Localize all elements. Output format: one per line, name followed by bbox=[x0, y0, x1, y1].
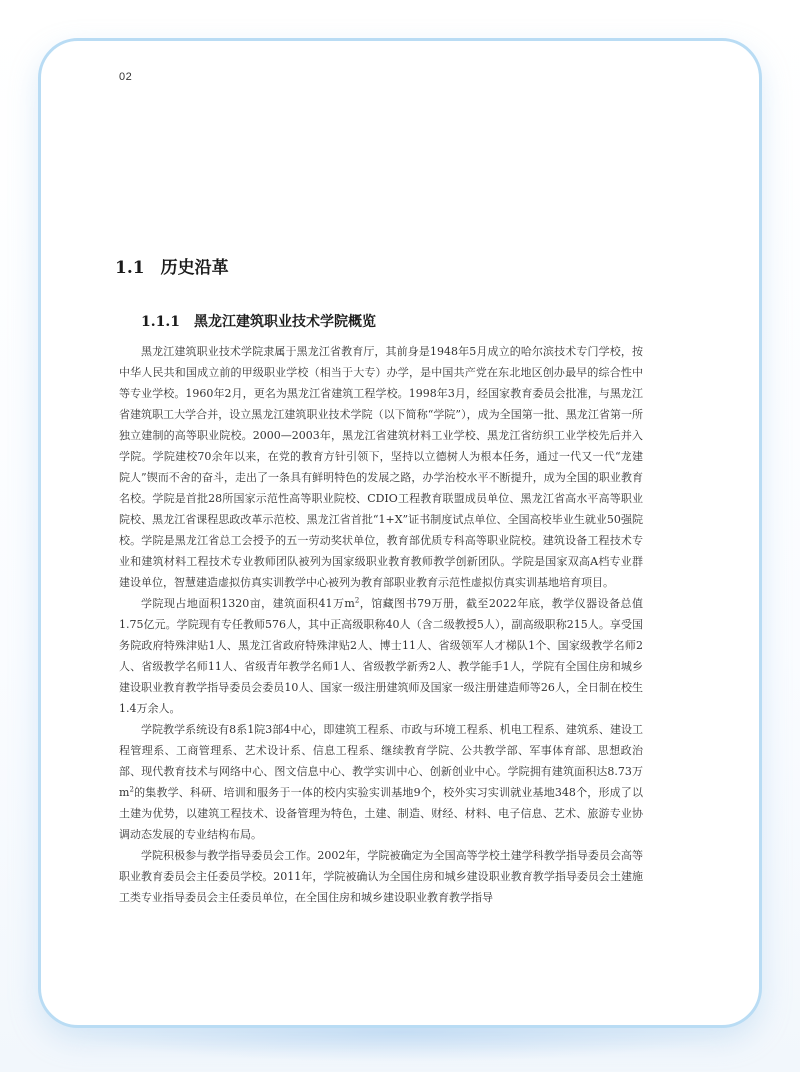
paragraph-campus-stats bbox=[119, 593, 643, 719]
page-number: 02 bbox=[119, 71, 133, 83]
paragraph-text: 学院积极参与教学指导委员会工作。2002年，学院被确定为全国高等学校土建学科教学指导委员会高等职业教育委员会主任委员学校。2011年，学院被确认为全国住房和城乡建设职业教育教学指导委员会土建施工类专业指导委员会主任委员单位，在全国住房和城乡建设职业教育教学指导 bbox=[119, 849, 643, 904]
section-heading bbox=[115, 253, 229, 278]
subsection-heading bbox=[141, 311, 376, 331]
paragraph-text: ，馆藏图书79万册，截至2022年底，教学仪器设备总值1.75亿元。学院现有专任教师576人，其中正高级职称40人（含二级教授5人），副高级职称215人。享受国务院政府特殊津贴1人、黑龙江省政府特殊津贴2人、博士11人、省级领军人才梯队1个、国家级教学名师2人、省级教学名师11人、省级青年教学名师1人、省级教学新秀2人、教学能手1人，学院有全国住房和城乡建设职业教育教学指导委员会委员10人、国家一级注册建筑师及国家一级注册建造师等26人，全日制在校生1.4万余人。 bbox=[119, 597, 643, 715]
paragraph-history bbox=[119, 341, 643, 593]
paragraph-text: 学院教学系统设有8系1院3部4中心，即建筑工程系、市政与环境工程系、机电工程系、建筑系、建设工程管理系、工商管理系、艺术设计系、信息工程系、继续教育学院、公共教学部、军事体育部、思想政治部、现代教育技术与网络中心、图文信息中心、教学实训中心、创新创业中心。学院拥有建筑面积达8.73万m bbox=[119, 723, 643, 799]
section-title: 历史沿革 bbox=[160, 258, 229, 278]
section-number: 1.1 bbox=[115, 258, 145, 278]
body-text bbox=[119, 341, 643, 908]
paragraph-text: 学院现占地面积1320亩，建筑面积41万m bbox=[141, 597, 355, 610]
paragraph-committees bbox=[119, 845, 643, 908]
paragraph-departments bbox=[119, 719, 643, 845]
subsection-title: 黑龙江建筑职业技术学院概览 bbox=[193, 314, 376, 330]
subsection-number: 1.1.1 bbox=[141, 314, 180, 330]
document-page bbox=[38, 38, 762, 1028]
paragraph-text: 的集教学、科研、培训和服务于一体的校内实验实训基地9个，校外实习实训就业基地348个，形成了以土建为优势，以建筑工程技术、设备管理为特色，土建、制造、财经、材料、电子信息、艺术、旅游专业协调动态发展的专业结构布局。 bbox=[119, 786, 643, 841]
superscript-unit: 2 bbox=[129, 785, 134, 794]
paragraph-text: 黑龙江建筑职业技术学院隶属于黑龙江省教育厅，其前身是1948年5月成立的哈尔滨技术专门学校，按中华人民共和国成立前的甲级职业学校（相当于大专）办学，是中国共产党在东北地区创办最早的综合性中等专业学校。1960年2月，更名为黑龙江省建筑工程学校。1998年3月，经国家教育委员会批准，与黑龙江省建筑职工大学合并，设立黑龙江建筑职业技术学院（以下简称“学院”），成为全国第一批、黑龙江省第一所独立建制的高等职业院校。2000—2003年，黑龙江省建筑材料工业学校、黑龙江省纺织工业学校先后并入学院。学院建校70余年以来，在党的教育方针引领下，坚持以立德树人为根本任务，通过一代又一代“龙建院人”锲而不舍的奋斗，走出了一条具有鲜明特色的发展之路，办学治校水平不断提升，成为全国的职业教育名校。学院是首批28所国家示范性高等职业院校、CDIO工程教育联盟成员单位、黑龙江省高水平高等职业院校、黑龙江省课程思政改革示范校、黑龙江省首批“1+X”证书制度试点单位、全国高校毕业生就业50强院校。学院是黑龙江省总工会授予的五一劳动奖状单位，教育部优质专科高等职业院校。建筑设备工程技术专业和建筑材料工程技术专业教师团队被列为国家级职业教育教师教学创新团队。学院是国家双高A档专业群建设单位，智慧建造虚拟仿真实训教学中心被列为教育部职业教育示范性虚拟仿真实训基地培育项目。 bbox=[119, 345, 643, 589]
superscript-unit: 2 bbox=[354, 596, 360, 605]
